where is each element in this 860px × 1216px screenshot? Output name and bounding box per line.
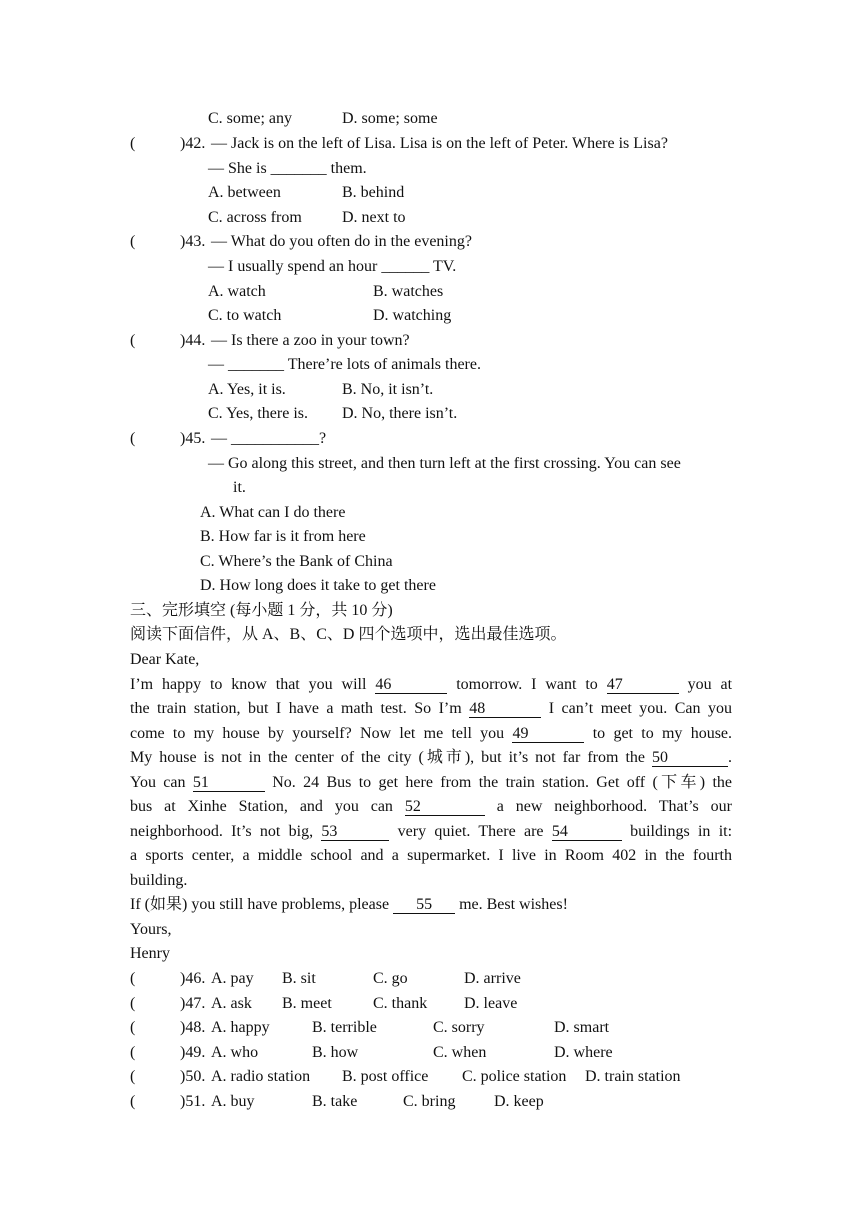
q50-answer-paren[interactable]: (	[130, 1068, 136, 1085]
q44-stem: — Is there a zoo in your town?	[211, 332, 410, 349]
q42-number: )42.	[180, 135, 206, 152]
q46-number: )46.	[180, 970, 206, 987]
q49-option-c: C. when	[433, 1044, 487, 1061]
q46-option-a: A. pay	[211, 970, 254, 987]
q47-option-d: D. leave	[464, 995, 518, 1012]
letter-line-3: come to my house by yourself? Now let me tell you 49 to get to my house.	[130, 725, 733, 742]
q50-number: )50.	[180, 1068, 206, 1085]
q45-option-a: A. What can I do there	[200, 504, 346, 521]
blank-53[interactable]: 53	[321, 823, 389, 841]
q48-option-c: C. sorry	[433, 1019, 485, 1036]
q49-option-a: A. who	[211, 1044, 259, 1061]
q44-option-a: A. Yes, it is.	[208, 381, 286, 398]
q47-option-b: B. meet	[282, 995, 332, 1012]
q44-number: )44.	[180, 332, 206, 349]
letter-line-9: building.	[130, 872, 188, 889]
q44-answer-paren[interactable]: (	[130, 332, 136, 349]
q48-option-d: D. smart	[554, 1019, 610, 1036]
q45-stem	[211, 429, 326, 449]
q42-option-c: C. across from	[208, 209, 302, 226]
q42-answer-paren[interactable]: (	[130, 135, 136, 152]
q51-number: )51.	[180, 1093, 206, 1110]
q43-option-d: D. watching	[373, 307, 452, 324]
q49-answer-paren[interactable]: (	[130, 1044, 136, 1061]
blank-46[interactable]: 46	[375, 676, 447, 694]
q48-number: )48.	[180, 1019, 206, 1036]
q46-answer-paren[interactable]: (	[130, 970, 136, 987]
q49-option-d: D. where	[554, 1044, 613, 1061]
letter-line-10: If (如果) you still have problems, please 55 me. Best wishes!	[130, 896, 568, 913]
q50-option-c: C. police station	[462, 1068, 567, 1085]
letter-line-2: the train station, but I have a math test. So I’m 48 I can’t meet you. Can you	[130, 700, 733, 717]
letter-line-6: bus at Xinhe Station, and you can 52 a new neighborhood. That’s our	[130, 798, 733, 815]
letter-closing: Yours,	[130, 921, 172, 938]
blank-51[interactable]: 51	[193, 774, 265, 792]
blank-52[interactable]: 52	[405, 798, 485, 816]
q51-option-b: B. take	[312, 1093, 358, 1110]
q43-option-c: C. to watch	[208, 307, 282, 324]
q44-reply-dash: —	[208, 356, 224, 373]
q44-reply-tail: There’re lots of animals there.	[287, 356, 481, 373]
q44-blank: _______	[228, 356, 284, 373]
blank-48[interactable]: 48	[469, 700, 541, 718]
q43-option-a: A. watch	[208, 283, 266, 300]
q46-option-d: D. arrive	[464, 970, 521, 987]
q45-option-b: B. How far is it from here	[200, 528, 366, 545]
q41-option-c: C. some; any	[208, 110, 292, 127]
q47-number: )47.	[180, 995, 206, 1012]
letter-line-8: a sports center, a middle school and a supermarket. I live in Room 402 in the fourth	[130, 847, 732, 864]
q43-number: )43.	[180, 233, 206, 250]
blank-50[interactable]: 50	[652, 749, 728, 767]
blank-55[interactable]: 55	[393, 896, 455, 914]
q42-option-b: B. behind	[342, 184, 405, 201]
q43-stem: — What do you often do in the evening?	[211, 233, 472, 250]
section-3-instruction: 阅读下面信件，从 A、B、C、D 四个选项中，选出最佳选项。	[130, 626, 567, 643]
q42-reply-text: — She is	[208, 160, 267, 177]
q42-option-a: A. between	[208, 184, 281, 201]
blank-54[interactable]: 54	[552, 823, 622, 841]
letter-line-1: I’m happy to know that you will 46 tomorrow. I want to 47 you at	[130, 676, 733, 693]
q45-option-d: D. How long does it take to get there	[200, 577, 436, 594]
q43-reply-text: — I usually spend an hour	[208, 258, 378, 275]
q51-answer-paren[interactable]: (	[130, 1093, 136, 1110]
q47-option-a: A. ask	[211, 995, 252, 1012]
q45-blank: ___________	[231, 430, 319, 447]
q50-option-b: B. post office	[342, 1068, 429, 1085]
q45-question-mark: ?	[319, 430, 327, 447]
q42-blank: _______	[270, 160, 327, 177]
blank-49[interactable]: 49	[512, 725, 584, 743]
q44-reply	[208, 355, 481, 375]
q46-option-b: B. sit	[282, 970, 316, 987]
q45-option-c: C. Where’s the Bank of China	[200, 553, 393, 570]
section-3-title: 三、完形填空 (每小题 1 分，共 10 分)	[130, 602, 393, 619]
q43-option-b: B. watches	[373, 283, 444, 300]
q48-option-b: B. terrible	[312, 1019, 377, 1036]
q44-option-c: C. Yes, there is.	[208, 405, 309, 422]
q43-reply	[208, 257, 456, 277]
q51-option-d: D. keep	[494, 1093, 544, 1110]
q47-option-c: C. thank	[373, 995, 428, 1012]
q45-number: )45.	[180, 430, 206, 447]
q50-option-d: D. train station	[585, 1068, 681, 1085]
q43-answer-paren[interactable]: (	[130, 233, 136, 250]
blank-47[interactable]: 47	[607, 676, 679, 694]
q43-reply-tail: TV.	[433, 258, 457, 275]
letter-line-7: neighborhood. It’s not big, 53 very quiet. There are 54 buildings in it:	[130, 823, 733, 840]
q47-answer-paren[interactable]: (	[130, 995, 136, 1012]
letter-line-5: You can 51 No. 24 Bus to get here from the train station. Get off (下车) the	[130, 774, 733, 791]
q42-reply-tail: them.	[330, 160, 367, 177]
q45-stem-dash: —	[211, 430, 227, 447]
q45-reply-line-2: it.	[233, 479, 246, 496]
q51-option-c: C. bring	[403, 1093, 456, 1110]
q41-option-d: D. some; some	[342, 110, 438, 127]
q43-blank: ______	[381, 258, 430, 275]
q49-option-b: B. how	[312, 1044, 359, 1061]
q46-option-c: C. go	[373, 970, 408, 987]
q42-stem: — Jack is on the left of Lisa. Lisa is on the left of Peter. Where is Lisa?	[211, 135, 668, 152]
q45-answer-paren[interactable]: (	[130, 430, 136, 447]
q44-option-b: B. No, it isn’t.	[342, 381, 434, 398]
q44-option-d: D. No, there isn’t.	[342, 405, 458, 422]
q42-reply	[208, 159, 367, 179]
q51-option-a: A. buy	[211, 1093, 255, 1110]
q48-answer-paren[interactable]: (	[130, 1019, 136, 1036]
letter-signature: Henry	[130, 945, 170, 962]
letter-greeting: Dear Kate,	[130, 651, 200, 668]
q42-option-d: D. next to	[342, 209, 406, 226]
letter-line-4: My house is not in the center of the city (城市), but it’s not far from the 50 .	[130, 749, 732, 766]
q50-option-a: A. radio station	[211, 1068, 311, 1085]
q45-reply-line-1: — Go along this street, and then turn left at the first crossing. You can see	[208, 455, 681, 472]
q48-option-a: A. happy	[211, 1019, 270, 1036]
q49-number: )49.	[180, 1044, 206, 1061]
